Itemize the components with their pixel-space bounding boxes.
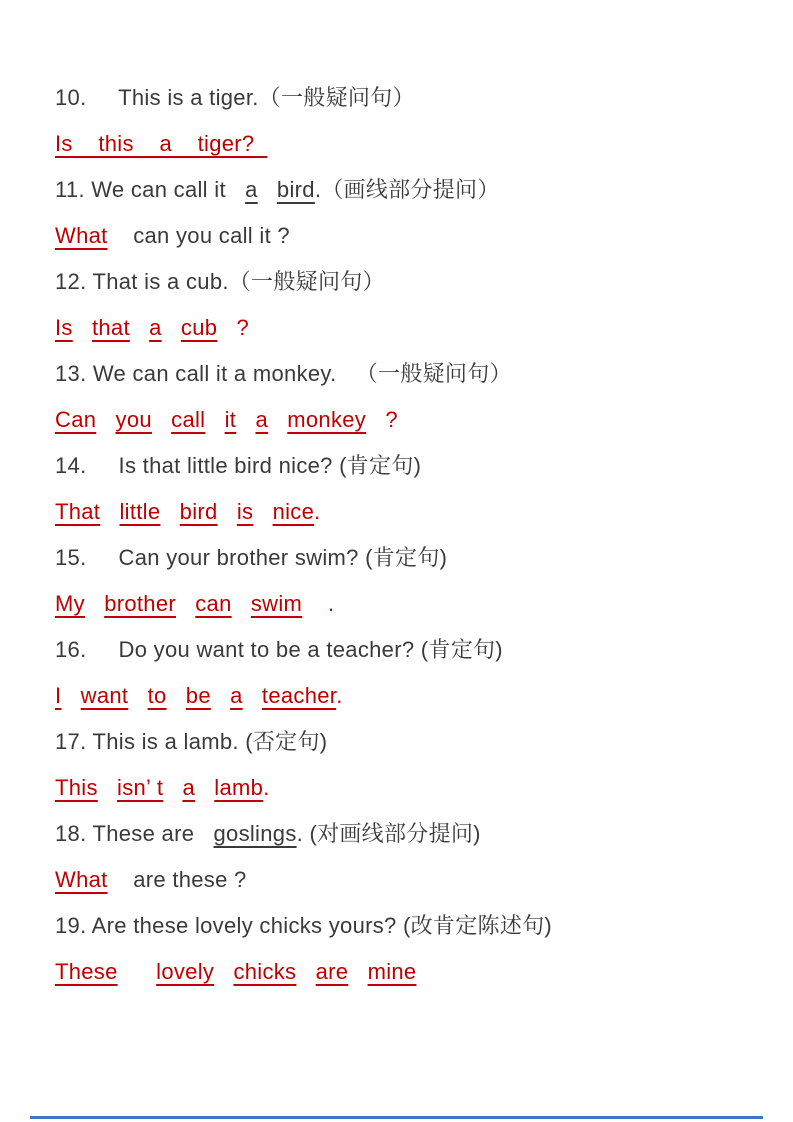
text-segment [258, 177, 277, 202]
answer-blank-text: be [185, 683, 211, 708]
answer-blank-text: call [171, 407, 206, 432]
answer-blank-text: to [147, 683, 167, 708]
text-segment [302, 591, 328, 616]
text-segment: 18. These are [55, 821, 214, 846]
text-segment: 14. Is that little bird nice? (肯定句) [55, 453, 422, 478]
text-segment [100, 499, 119, 524]
answer-blank-text: mine [367, 959, 417, 984]
answer-blank-text: This [55, 775, 98, 800]
answer-blank-text: Is [55, 315, 73, 340]
answer-line-17 [55, 765, 768, 811]
question-line-19 [55, 903, 768, 949]
question-line-16 [55, 627, 768, 673]
answer-blank-text: little [119, 499, 161, 524]
answer-blank-text: a [230, 683, 243, 708]
answer-blank-text: you [115, 407, 152, 432]
text-segment [268, 407, 287, 432]
answer-line-19 [55, 949, 768, 995]
text-segment [243, 683, 262, 708]
text-segment [218, 499, 237, 524]
text-segment: 19. Are these lovely chicks yours? (改肯定陈述句) [55, 913, 553, 938]
text-segment: . (对画线部分提问) [296, 821, 481, 846]
question-line-15 [55, 535, 768, 581]
text-segment [118, 959, 156, 984]
answer-blank-text: swim [250, 591, 303, 616]
text-segment [128, 683, 147, 708]
answer-blank-text: brother [104, 591, 176, 616]
answer-blank-text: bird [276, 177, 315, 202]
answer-blank-text: goslings [213, 821, 297, 846]
question-line-18 [55, 811, 768, 857]
answer-blank-text: isn’ t [117, 775, 164, 800]
text-segment: 16. Do you want to be a teacher? (肯定句) [55, 637, 503, 662]
answer-blank-text: want [80, 683, 129, 708]
answer-blank-text: bird [179, 499, 218, 524]
text-segment [163, 775, 182, 800]
question-line-13 [55, 351, 768, 397]
answer-blank-text: cub [180, 315, 218, 340]
text-segment [160, 499, 179, 524]
text-segment [296, 959, 315, 984]
answer-blank-text: it [224, 407, 237, 432]
answer-blank-text: lamb [214, 775, 264, 800]
text-segment [217, 315, 236, 340]
question-line-14 [55, 443, 768, 489]
answer-blank-text: Is this a tiger? [55, 131, 268, 156]
text-segment [98, 775, 117, 800]
answer-blank-text: teacher [261, 683, 337, 708]
text-segment [205, 407, 224, 432]
text-segment [236, 407, 255, 432]
text-segment: . [327, 591, 335, 616]
answer-blank-text: a [149, 315, 162, 340]
text-segment: 13. We can call it a monkey. （一般疑问句） [55, 361, 512, 386]
text-segment [167, 683, 186, 708]
question-line-11 [55, 167, 768, 213]
question-line-10 [55, 75, 768, 121]
answer-line-12 [55, 305, 768, 351]
text-segment: are these ? [107, 867, 247, 892]
text-segment: 15. Can your brother swim? (肯定句) [55, 545, 448, 570]
text-segment [176, 591, 195, 616]
text-segment: .（画线部分提问） [314, 177, 500, 202]
text-segment [366, 407, 385, 432]
question-line-17 [55, 719, 768, 765]
text-segment: 11. We can call it [55, 177, 246, 202]
answer-blank-text: What [55, 867, 108, 892]
text-segment [253, 499, 272, 524]
answer-blank-text: a [245, 177, 258, 202]
text-segment: 12. That is a cub.（一般疑问句） [55, 269, 385, 294]
text-segment [85, 591, 104, 616]
text-segment: 17. This is a lamb. (否定句) [55, 729, 328, 754]
answer-blank-text: Can [55, 407, 97, 432]
answer-blank-text: What [55, 223, 108, 248]
footer-rule [30, 1116, 763, 1119]
answer-blank-text: nice [272, 499, 315, 524]
answer-line-18 [55, 857, 768, 903]
answer-blank-text: lovely [156, 959, 215, 984]
answer-line-14 [55, 489, 768, 535]
answer-blank-text: is [236, 499, 254, 524]
text-segment: . [336, 683, 343, 708]
answer-blank-text: I [55, 683, 62, 708]
text-segment [211, 683, 230, 708]
answer-blank-text: can [195, 591, 232, 616]
answer-blank-text: That [55, 499, 101, 524]
text-segment [195, 775, 214, 800]
answer-blank-text: chicks [233, 959, 297, 984]
answer-line-16 [55, 673, 768, 719]
text-segment: ? [236, 315, 250, 340]
text-segment [162, 315, 181, 340]
answer-blank-text: that [91, 315, 130, 340]
answer-blank-text: These [55, 959, 118, 984]
answer-line-13 [55, 397, 768, 443]
answer-line-15 [55, 581, 768, 627]
text-segment: 10. This is a tiger.（一般疑问句） [55, 85, 415, 110]
answer-blank-text: monkey [287, 407, 367, 432]
answer-blank-text: a [255, 407, 269, 432]
question-line-12 [55, 259, 768, 305]
text-segment: . [263, 775, 270, 800]
text-segment: . [314, 499, 321, 524]
text-segment [73, 315, 92, 340]
text-segment [348, 959, 367, 984]
text-segment: ? [385, 407, 398, 432]
text-segment [152, 407, 171, 432]
text-segment [130, 315, 149, 340]
text-segment [61, 683, 80, 708]
worksheet-lines [55, 75, 768, 995]
text-segment [96, 407, 115, 432]
text-segment [232, 591, 251, 616]
answer-blank-text: are [315, 959, 349, 984]
answer-blank-text: a [182, 775, 196, 800]
text-segment [214, 959, 233, 984]
answer-blank-text: My [55, 591, 85, 616]
text-segment: can you call it ? [107, 223, 290, 248]
answer-line-11 [55, 213, 768, 259]
answer-line-10 [55, 121, 768, 167]
